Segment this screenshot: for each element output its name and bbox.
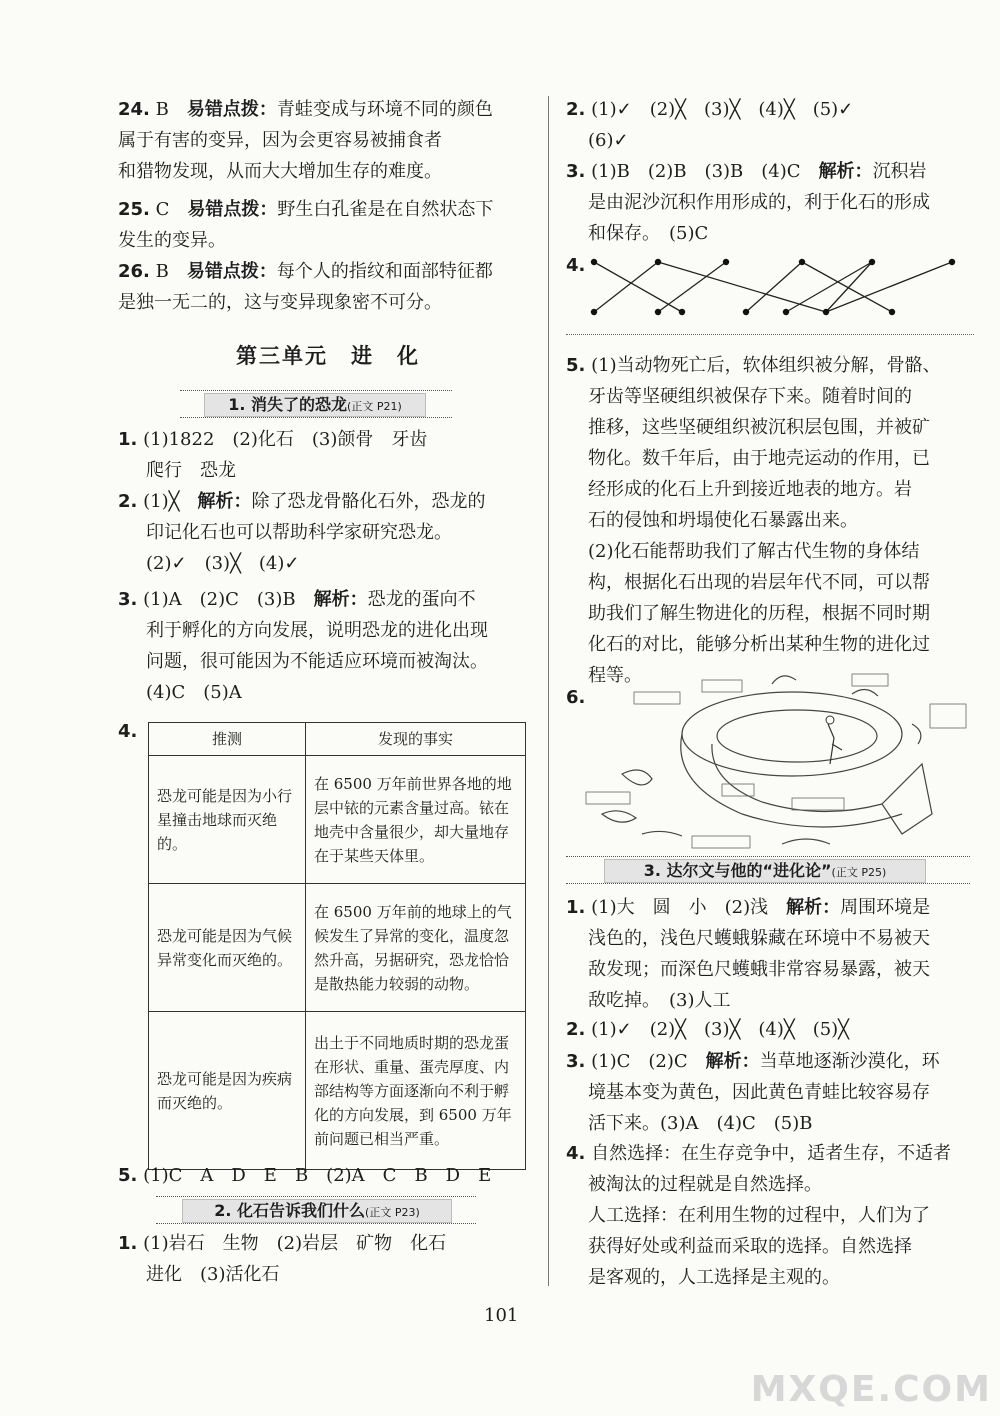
table-cell-fact: 在 6500 万年前世界各地的地层中铱的元素含量过高。铱在地壳中含量很少，却大量地存在于某些天体里。 (306, 756, 526, 884)
s1-q4-number: 4. (118, 721, 138, 742)
q24: 24. B 易错点拨：青蛙变成与环境不同的颜色 属于有害的变异，因为会更容易被捕食者 和猎物发现，从而大大增加生存的难度。 (118, 99, 493, 182)
q25: 25. C 易错点拨：野生白孔雀是在自然状态下 发生的变异。 (118, 199, 494, 251)
unit-title: 第三单元 进 化 (236, 344, 420, 368)
table-cell-guess: 恐龙可能是因为气候异常变化而灭绝的。 (149, 884, 306, 1012)
table-header-row (149, 723, 526, 756)
table-header-fact: 发现的事实 (306, 723, 526, 756)
evolution-spiral-illustration (582, 664, 972, 854)
section-1-bar (180, 390, 452, 418)
s1-q2: 2. (1)╳ 解析：除了恐龙骨骼化石外，恐龙的 印记化石也可以帮助科学家研究恐龙。 (2)✓ (3)╳ (4)✓ (118, 491, 486, 574)
section-3-bar (566, 856, 970, 884)
section-2-bar (156, 1196, 476, 1224)
r-q2: 2. (1)✓ (2)╳ (3)╳ (4)╳ (5)✓ (6)✓ (566, 99, 854, 151)
s1-q3: 3. (1)A (2)C (3)B 解析：恐龙的蛋向不 利于孵化的方向发展，说明恐龙的进化出现 问题，很可能因为不能适应环境而被淘汰。 (4)C (5)A (118, 589, 488, 703)
q4-separator (566, 334, 974, 335)
table-header-guess: 推测 (149, 723, 306, 756)
r-q4-number: 4. (566, 255, 586, 276)
prediction-table (148, 722, 526, 1170)
r-q6-number: 6. (566, 687, 586, 708)
section-1-title: 1. 消失了的恐龙(正文 P21) (204, 393, 426, 417)
section-2-title: 2. 化石告诉我们什么(正文 P23) (182, 1199, 452, 1223)
watermark-logo: MXQE.COM (750, 1369, 992, 1410)
table-cell-fact: 在 6500 万年前的地球上的气候发生了异常的变化，温度忽然升高，另据研究，恐龙恰恰是散热能力较弱的动物。 (306, 884, 526, 1012)
q26: 26. B 易错点拨：每个人的指纹和面部特征都 是独一无二的，这与变异现象密不可分。 (118, 261, 493, 313)
table-row (149, 1012, 526, 1170)
s3-q4: 4. 自然选择：在生存竞争中，适者生存，不适者 被淘汰的过程就是自然选择。 人工选择：在利用生物的过程中，人们为了 获得好处或利益而采取的选择。自然选择 是客观的，人工选择是主观的。 (566, 1143, 952, 1288)
table-cell-guess: 恐龙可能是因为疾病而灭绝的。 (149, 1012, 306, 1170)
table-row (149, 756, 526, 884)
table-cell-fact: 出土于不同地质时期的恐龙蛋在形状、重量、蛋壳厚度、内部结构等方面逐渐向不利于孵化的方向发展，到 6500 万年前问题已相当严重。 (306, 1012, 526, 1170)
column-divider (548, 96, 549, 1286)
table-row (149, 884, 526, 1012)
section-3-title: 3. 达尔文与他的“进化论”(正文 P25) (604, 859, 926, 883)
table-cell-guess: 恐龙可能是因为小行星撞击地球而灭绝的。 (149, 756, 306, 884)
s3-q2: 2. (1)✓ (2)╳ (3)╳ (4)╳ (5)╳ (566, 1019, 850, 1040)
s3-q3: 3. (1)C (2)C 解析：当草地逐渐沙漠化，环 境基本变为黄色，因此黄色青蛙比较容易存 活下来。(3)A (4)C (5)B (566, 1051, 940, 1134)
s3-q1: 1. (1)大 圆 小 (2)浅 解析：周围环境是 浅色的，浅色尺蠖蛾躲藏在环境中不易被天 敌发现；而深色尺蠖蛾非常容易暴露，被天 敌吃掉。 (3)人工 (566, 897, 931, 1011)
r-q5: 5. (1)当动物死亡后，软体组织被分解，骨骼、 牙齿等坚硬组织被保存下来。随着时间的 推移，这些坚硬组织被沉积层包围，并被矿 物化。数千年后，由于地壳运动的作用，已 经形成的化石上升到接近地表的地方。岩 石的侵蚀和坍塌使化石暴露出来。 (2)化石能帮助我们了解古代生物的身体结 构，根据化石出现的岩层年代不同，可以帮 助我们了解生物进化的历程，根据不同时期 化石的对比，能够分析出某种生物的进化过 程等。 (566, 355, 941, 686)
s1-q1: 1. (1)1822 (2)化石 (3)颌骨 牙齿 爬行 恐龙 (118, 429, 428, 481)
s2-q1: 1. (1)岩石 生物 (2)岩层 矿物 化石 进化 (3)活化石 (118, 1233, 447, 1285)
page-number: 101 (484, 1305, 519, 1326)
matching-lines-diagram (586, 254, 970, 320)
s1-q5: 5. (1)C A D E B (2)A C B D E (118, 1165, 492, 1186)
r-q3: 3. (1)B (2)B (3)B (4)C 解析：沉积岩 是由泥沙沉积作用形成的，利于化石的形成 和保存。 (5)C (566, 161, 930, 244)
